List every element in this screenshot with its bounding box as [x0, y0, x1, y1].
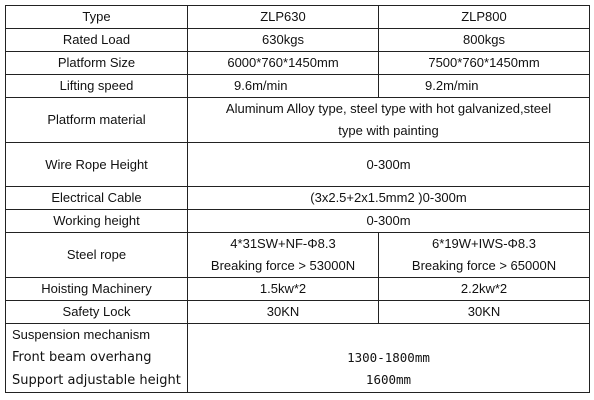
platform-size-label: Platform Size [6, 52, 188, 75]
safety-lock-zlp800: 30KN [379, 301, 590, 324]
table-row-wire-rope-height [6, 143, 590, 187]
electrical-cable-value: (3x2.5+2x1.5mm2 )0-300m [188, 187, 590, 210]
wire-rope-height-value: 0-300m [188, 143, 590, 187]
working-height-label: Working height [6, 210, 188, 233]
steel-rope-zlp630-breaking-force: Breaking force > 53000N [210, 258, 356, 273]
electrical-cable-label: Electrical Cable [6, 187, 188, 210]
front-beam-overhang-label: Front beam overhang [12, 350, 152, 365]
platform-material-value [188, 98, 590, 143]
platform-material-line1: Aluminum Alloy type, steel type with hot galvanized,steel [225, 101, 552, 116]
platform-material-line2: type with painting [338, 123, 439, 138]
rated-load-zlp630: 630kgs [188, 29, 379, 52]
steel-rope-zlp800 [379, 233, 590, 278]
table-row-lifting-speed [6, 75, 590, 98]
platform-size-zlp630: 6000*760*1450mm [188, 52, 379, 75]
hoisting-machinery-label: Hoisting Machinery [6, 278, 188, 301]
table-row-safety-lock [6, 301, 590, 324]
type-zlp630: ZLP630 [188, 6, 379, 29]
steel-rope-zlp800-breaking-force: Breaking force > 65000N [411, 258, 557, 273]
table-row-type [6, 6, 590, 29]
suspension-labels [6, 324, 188, 393]
table-row-rated-load [6, 29, 590, 52]
platform-size-zlp800: 7500*760*1450mm [379, 52, 590, 75]
safety-lock-label: Safety Lock [6, 301, 188, 324]
steel-rope-zlp630-spec: 4*31SW+NF-Φ8.3 [230, 236, 336, 251]
wire-rope-height-label: Wire Rope Height [6, 143, 188, 187]
front-beam-overhang-value: 1300-1800mm [347, 350, 430, 365]
type-zlp800: ZLP800 [379, 6, 590, 29]
support-adjustable-height-label: Support adjustable height [12, 373, 181, 388]
table-row-working-height [6, 210, 590, 233]
rated-load-zlp800: 800kgs [379, 29, 590, 52]
platform-material-label: Platform material [6, 98, 188, 143]
working-height-value: 0-300m [188, 210, 590, 233]
steel-rope-zlp800-spec: 6*19W+IWS-Φ8.3 [432, 236, 536, 251]
suspension-mechanism-label: Suspension mechanism [12, 327, 151, 342]
lifting-speed-zlp630: 9.6m/min [188, 75, 379, 98]
hoisting-machinery-zlp800: 2.2kw*2 [379, 278, 590, 301]
table-row-suspension [6, 324, 590, 393]
hoisting-machinery-zlp630: 1.5kw*2 [188, 278, 379, 301]
table-row-electrical-cable [6, 187, 590, 210]
support-adjustable-height-value: 1600mm [365, 372, 412, 387]
table-row-hoisting-machinery [6, 278, 590, 301]
table-row-platform-material [6, 98, 590, 143]
specification-table [5, 5, 590, 393]
type-label: Type [6, 6, 188, 29]
lifting-speed-zlp800: 9.2m/min [379, 75, 590, 98]
table-row-platform-size [6, 52, 590, 75]
steel-rope-zlp630 [188, 233, 379, 278]
rated-load-label: Rated Load [6, 29, 188, 52]
lifting-speed-label: Lifting speed [6, 75, 188, 98]
safety-lock-zlp630: 30KN [188, 301, 379, 324]
table-row-steel-rope [6, 233, 590, 278]
steel-rope-label: Steel rope [6, 233, 188, 278]
suspension-values [188, 324, 590, 393]
